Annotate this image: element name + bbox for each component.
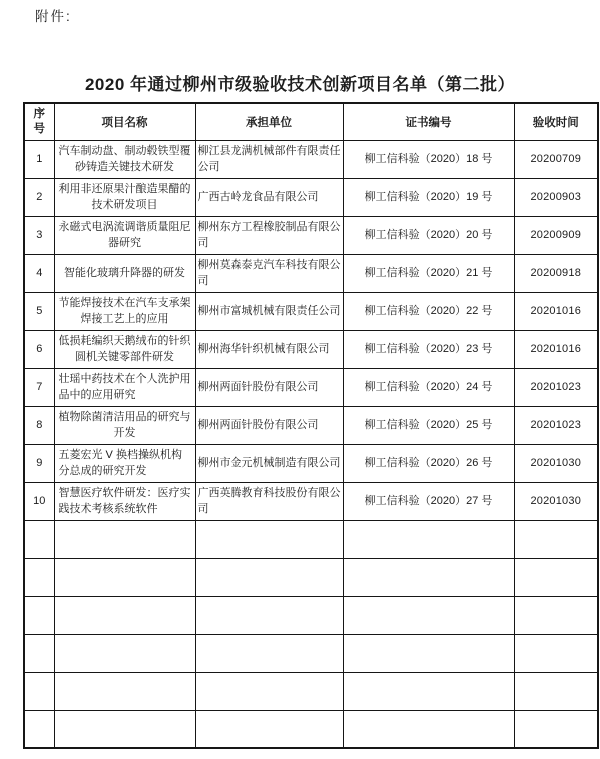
cert-cell: 柳工信科验（2020）26 号 (343, 444, 514, 482)
empty-cell (24, 672, 54, 710)
empty-cell (343, 634, 514, 672)
project-name-cell: 低损耗编织天鹅绒布的针织圆机关键零部件研发 (54, 330, 195, 368)
table-row (24, 254, 598, 292)
empty-cell (24, 710, 54, 748)
seq-cell: 3 (24, 216, 54, 254)
project-name-cell: 壮瑶中药技术在个人洗护用品中的应用研究 (54, 368, 195, 406)
table-row (24, 216, 598, 254)
seq-cell: 2 (24, 178, 54, 216)
empty-table-row (24, 596, 598, 634)
table-row (24, 406, 598, 444)
seq-cell: 6 (24, 330, 54, 368)
company-cell: 广西古岭龙食品有限公司 (195, 178, 343, 216)
table-row (24, 368, 598, 406)
cert-cell: 柳工信科验（2020）19 号 (343, 178, 514, 216)
project-name-cell: 永磁式电涡流调谐质量阻尼器研究 (54, 216, 195, 254)
empty-cell (54, 672, 195, 710)
empty-cell (54, 558, 195, 596)
empty-table-row (24, 710, 598, 748)
date-cell: 20200709 (514, 140, 598, 178)
date-cell: 20200903 (514, 178, 598, 216)
cert-cell: 柳工信科验（2020）18 号 (343, 140, 514, 178)
empty-cell (24, 596, 54, 634)
cert-cell: 柳工信科验（2020）22 号 (343, 292, 514, 330)
empty-cell (24, 520, 54, 558)
table-row (24, 292, 598, 330)
empty-cell (514, 634, 598, 672)
header-company: 承担单位 (195, 103, 343, 140)
cert-cell: 柳工信科验（2020）27 号 (343, 482, 514, 520)
table-row (24, 178, 598, 216)
company-cell: 柳州两面针股份有限公司 (195, 368, 343, 406)
date-cell: 20201030 (514, 444, 598, 482)
empty-cell (24, 634, 54, 672)
empty-cell (54, 520, 195, 558)
table-row (24, 140, 598, 178)
empty-cell (343, 558, 514, 596)
cert-cell: 柳工信科验（2020）24 号 (343, 368, 514, 406)
empty-cell (514, 558, 598, 596)
date-cell: 20201023 (514, 368, 598, 406)
company-cell: 柳州两面针股份有限公司 (195, 406, 343, 444)
seq-cell: 1 (24, 140, 54, 178)
table-body (24, 140, 598, 748)
empty-cell (514, 710, 598, 748)
company-cell: 柳州市金元机械制造有限公司 (195, 444, 343, 482)
date-cell: 20201016 (514, 292, 598, 330)
attachment-label: 附件: (35, 9, 72, 24)
header-accept-date: 验收时间 (514, 103, 598, 140)
empty-cell (343, 672, 514, 710)
page-title: 2020 年通过柳州市级验收技术创新项目名单（第二批） (84, 75, 516, 94)
project-name-cell: 节能焊接技术在汽车支承架焊接工艺上的应用 (54, 292, 195, 330)
cert-cell: 柳工信科验（2020）21 号 (343, 254, 514, 292)
header-seq (24, 103, 54, 140)
company-cell: 柳州市富城机械有限责任公司 (195, 292, 343, 330)
header-cert-no: 证书编号 (343, 103, 514, 140)
header-project-name: 项目名称 (54, 103, 195, 140)
empty-cell (514, 672, 598, 710)
date-cell: 20200918 (514, 254, 598, 292)
empty-cell (24, 558, 54, 596)
table-header-row (24, 103, 598, 140)
project-name-cell: 植物除菌清洁用品的研究与开发 (54, 406, 195, 444)
empty-table-row (24, 520, 598, 558)
cert-cell: 柳工信科验（2020）25 号 (343, 406, 514, 444)
seq-cell: 9 (24, 444, 54, 482)
empty-table-row (24, 558, 598, 596)
empty-cell (343, 710, 514, 748)
cert-cell: 柳工信科验（2020）20 号 (343, 216, 514, 254)
company-cell: 柳州东方工程橡胶制品有限公司 (195, 216, 343, 254)
seq-cell: 4 (24, 254, 54, 292)
seq-cell: 5 (24, 292, 54, 330)
date-cell: 20200909 (514, 216, 598, 254)
table-row (24, 444, 598, 482)
date-cell: 20201030 (514, 482, 598, 520)
empty-cell (54, 634, 195, 672)
projects-table (23, 102, 599, 749)
seq-cell: 10 (24, 482, 54, 520)
project-name-cell: 智能化玻璃升降器的研发 (54, 254, 195, 292)
project-name-cell: 利用非还原果汁酿造果醋的技术研发项目 (54, 178, 195, 216)
empty-cell (54, 710, 195, 748)
empty-cell (195, 558, 343, 596)
empty-cell (195, 634, 343, 672)
empty-cell (54, 596, 195, 634)
company-cell: 柳江县龙满机械部件有限责任公司 (195, 140, 343, 178)
company-cell: 柳州莫森泰克汽车科技有限公司 (195, 254, 343, 292)
project-name-cell: 汽车制动盘、制动毂铁型覆砂铸造关键技术研发 (54, 140, 195, 178)
empty-cell (195, 520, 343, 558)
date-cell: 20201016 (514, 330, 598, 368)
empty-cell (343, 596, 514, 634)
cert-cell: 柳工信科验（2020）23 号 (343, 330, 514, 368)
seq-cell: 7 (24, 368, 54, 406)
empty-cell (343, 520, 514, 558)
seq-cell: 8 (24, 406, 54, 444)
project-name-cell: 智慧医疗软件研发：医疗实践技术考核系统软件 (54, 482, 195, 520)
company-cell: 柳州海华针织机械有限公司 (195, 330, 343, 368)
date-cell: 20201023 (514, 406, 598, 444)
table-row (24, 330, 598, 368)
empty-table-row (24, 634, 598, 672)
empty-cell (195, 672, 343, 710)
empty-cell (514, 520, 598, 558)
table-row (24, 482, 598, 520)
empty-cell (195, 596, 343, 634)
project-name-cell: 五菱宏光 V 换档操纵机构分总成的研究开发 (54, 444, 195, 482)
header-seq-label: 序号 (33, 108, 45, 135)
empty-table-row (24, 672, 598, 710)
company-cell: 广西英腾教育科技股份有限公司 (195, 482, 343, 520)
empty-cell (514, 596, 598, 634)
empty-cell (195, 710, 343, 748)
